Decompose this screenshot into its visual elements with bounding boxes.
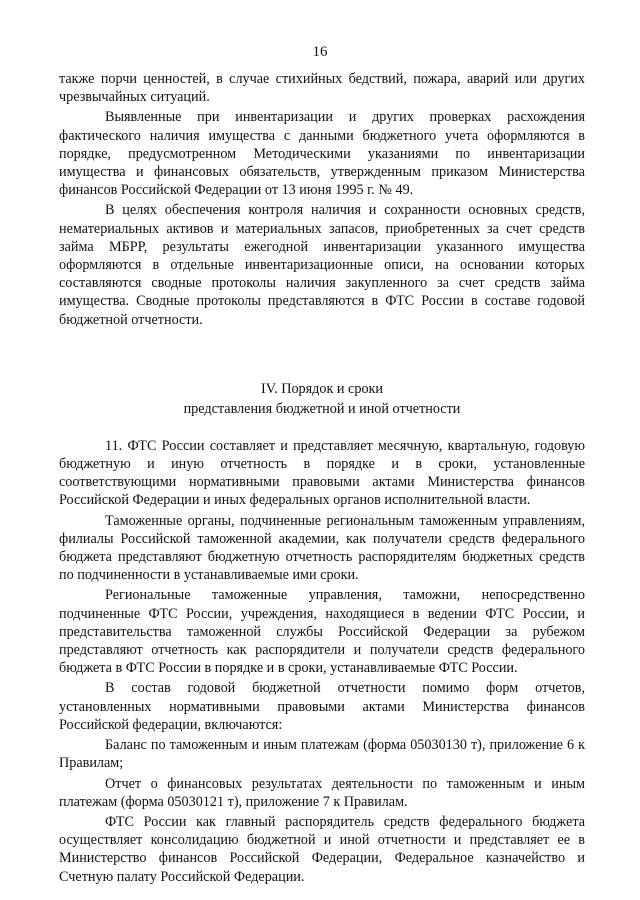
section-heading [59, 379, 585, 419]
paragraph: В целях обеспечения контроля наличия и сохранности основных средств, нематериальных активов и материальных запасов, приобретенных за счет средств займа МБРР, результаты ежегодной инвентаризации указанного имущества оформляются в отдельные инвентаризационные описи, на основании которых составляются сводные протоколы наличия закупленного за счет средств займа имущества. Сводные протоколы представляются в ФТС России в составе годовой бюджетной отчетности. [59, 202, 585, 328]
document-body [59, 70, 585, 888]
paragraph: также порчи ценностей, в случае стихийных бедствий, пожара, аварий или других чрезвычайных ситуаций. [59, 71, 585, 106]
paragraph: Баланс по таможенным и иным платежам (форма 05030130 т), приложение 6 к Правилам; [59, 737, 585, 772]
paragraph: Отчет о финансовых результатах деятельности по таможенным и иным платежам (форма 05030121 т), приложение 7 к Правилам. [59, 775, 585, 810]
paragraph: В состав годовой бюджетной отчетности помимо форм отчетов, установленных нормативными правовыми актами Министерства финансов Российской федерации, включаются: [59, 680, 585, 733]
section-heading-line: представления бюджетной и иной отчетности [183, 400, 461, 417]
paragraph: ФТС России как главный распорядитель средств федерального бюджета осуществляет консолидацию бюджетной и иной отчетности и представляет ее в Министерство финансов Российской Федерации, Федеральное казначейство и Счетную палату Российской Федерации. [59, 813, 585, 885]
paragraph: Региональные таможенные управления, таможни, непосредственно подчиненные ФТС России, учреждения, находящиеся в ведении ФТС России, и представительства таможенной службы Российской Федерации за рубежом представляют отчетность как распорядители и получатели средств федерального бюджета в ФТС России в порядке и в сроки, устанавливаемые ФТС России. [59, 587, 585, 677]
paragraph: Выявленные при инвентаризации и других проверках расхождения фактического наличия имущества с данными бюджетного учета оформляются в порядке, предусмотренном Методическими указаниями по инвентаризации имущества и финансовых обязательств, утвержденным приказом Министерства финансов Российской Федерации от 13 июня 1995 г. № 49. [59, 109, 585, 199]
page-number: 16 [312, 44, 328, 60]
paragraph: Таможенные органы, подчиненные региональным таможенным управлениям, филиалы Российской таможенной академии, как получатели средств федерального бюджета представляют бюджетную отчетность распорядителям бюджетных средств по подчиненности в устанавливаемые ими сроки. [59, 512, 585, 584]
section-heading-line: IV. Порядок и сроки [260, 380, 384, 397]
paragraph: 11. ФТС России составляет и представляет месячную, квартальную, годовую бюджетную и иную отчетность в порядке и в сроки, установленные соответствующими нормативными правовыми актами Министерства финансов Российской Федерации и иных федеральных органов исполнительной власти. [59, 437, 585, 509]
